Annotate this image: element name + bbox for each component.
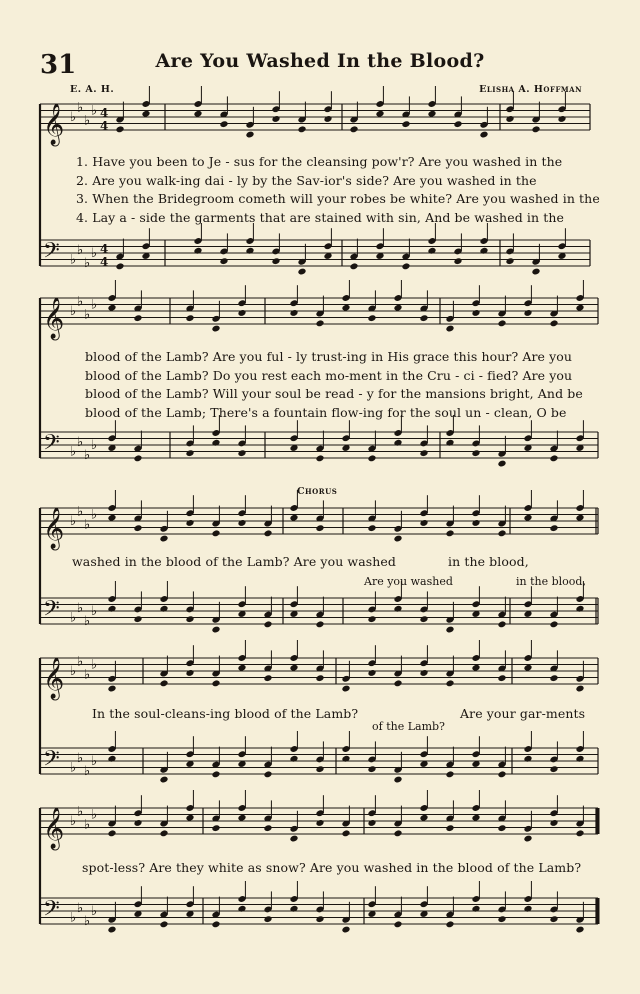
note-head (341, 926, 350, 934)
note-head (427, 247, 436, 255)
note-head (185, 449, 194, 457)
flat-sign: ♭ (84, 255, 91, 271)
note-head (211, 920, 220, 928)
flat-sign: ♭ (77, 504, 84, 520)
flat-sign: ♭ (77, 434, 84, 450)
note-head (557, 115, 566, 123)
note-head (107, 605, 116, 613)
note-head (107, 755, 116, 763)
time-signature: 4 (100, 242, 109, 256)
note-head (159, 605, 168, 613)
note-head (159, 920, 168, 928)
note-head (289, 905, 298, 913)
note-head (271, 257, 280, 265)
note-head (419, 519, 428, 527)
note-head (549, 524, 558, 532)
chorus-echo-2: in the blood, (516, 575, 586, 588)
note-head (575, 755, 584, 763)
treble-clef: 𝄞 (43, 658, 65, 699)
note-head (497, 915, 506, 923)
flat-sign: ♭ (84, 447, 91, 463)
flat-sign: ♭ (84, 763, 91, 779)
note-head (367, 454, 376, 462)
note-head (419, 449, 428, 457)
note-head (401, 120, 410, 128)
note-head (315, 819, 324, 827)
note-head (245, 131, 254, 139)
flat-sign: ♭ (70, 760, 77, 776)
bass-clef: 𝄢 (43, 896, 60, 927)
flat-sign: ♭ (91, 438, 98, 453)
time-signature: 4 (100, 106, 109, 120)
chorus-line-3: spot-less? Are they white as snow? Are you washed in the blood of the Lamb? (82, 860, 582, 875)
note-head (323, 115, 332, 123)
note-head (263, 674, 272, 682)
flat-sign: ♭ (77, 750, 84, 766)
note-head (531, 125, 540, 133)
note-head (367, 615, 376, 623)
note-head (523, 835, 532, 843)
flat-sign: ♭ (84, 613, 91, 629)
flat-sign: ♭ (91, 246, 98, 261)
note-head (315, 765, 324, 773)
note-head (237, 309, 246, 317)
verse-1-line-2: blood of the Lamb? Are you ful - ly trust-ing in His grace this hour? Are you (85, 349, 573, 364)
note-head (445, 529, 454, 537)
note-head (445, 325, 454, 333)
note-head (315, 319, 324, 327)
flat-sign: ♭ (91, 507, 98, 523)
note-head (523, 905, 532, 913)
composer-credit: Elisha A. Hoffman (479, 84, 582, 95)
flat-sign: ♭ (91, 754, 98, 769)
note-head (445, 679, 454, 687)
verse-3-line-1: 3. When the Bridegroom cometh will your robes be white? Are you washed in the (76, 191, 600, 206)
note-head (393, 535, 402, 543)
note-head (107, 926, 116, 934)
bass-clef: 𝄢 (43, 430, 60, 461)
note-head (549, 620, 558, 628)
note-head (341, 755, 350, 763)
note-head (479, 131, 488, 139)
flat-sign: ♭ (91, 904, 98, 919)
note-head (471, 309, 480, 317)
note-head (575, 685, 584, 693)
note-head (575, 829, 584, 837)
verse-2-line-2: blood of the Lamb? Do you rest each mo-ment in the Cru - ci - fied? Are you (85, 368, 573, 383)
verse-2-line-1: 2. Are you walk-ing dai - ly by the Sav-ior's side? Are you washed in the (76, 173, 537, 188)
flat-sign: ♭ (70, 110, 77, 125)
note-head (445, 439, 454, 447)
note-head (549, 319, 558, 327)
note-head (497, 674, 506, 682)
note-head (523, 309, 532, 317)
note-head (315, 524, 324, 532)
note-head (497, 824, 506, 832)
verse-4-line-2: blood of the Lamb; There's a fountain flow-ing for the soul un - clean, O be (85, 405, 567, 420)
note-head (237, 905, 246, 913)
treble-clef: 𝄞 (43, 508, 65, 549)
note-head (115, 125, 124, 133)
chorus-line-1-end: in the blood, (448, 554, 529, 569)
flat-sign: ♭ (77, 804, 84, 820)
note-head (219, 120, 228, 128)
chorus-line-2: In the soul-cleans-ing blood of the Lamb? (92, 706, 359, 721)
note-head (575, 605, 584, 613)
hymn-title: Are You Washed In the Blood? (155, 50, 485, 72)
note-head (393, 920, 402, 928)
note-head (349, 125, 358, 133)
note-head (497, 770, 506, 778)
flat-sign: ♭ (70, 814, 77, 829)
note-head (549, 915, 558, 923)
flat-sign: ♭ (70, 664, 77, 679)
note-head (445, 770, 454, 778)
note-head (211, 824, 220, 832)
note-head (575, 926, 584, 934)
flat-sign: ♭ (77, 242, 84, 258)
note-head (133, 615, 142, 623)
bass-clef: 𝄢 (43, 238, 60, 269)
note-head (549, 819, 558, 827)
note-head (445, 824, 454, 832)
note-head (497, 529, 506, 537)
note-head (419, 615, 428, 623)
note-head (497, 620, 506, 628)
flat-sign: ♭ (84, 307, 91, 323)
note-head (393, 439, 402, 447)
note-head (367, 819, 376, 827)
verse-3-line-2: blood of the Lamb? Will your soul be read - y for the mansions bright, And be (85, 386, 583, 401)
note-head (367, 669, 376, 677)
note-head (393, 776, 402, 784)
flat-sign: ♭ (77, 100, 84, 116)
flat-sign: ♭ (70, 910, 77, 926)
note-head (211, 626, 220, 634)
lyricist-credit: E. A. H. (70, 84, 115, 95)
note-head (219, 257, 228, 265)
chorus-label: Chorus (297, 486, 338, 497)
flat-sign: ♭ (70, 610, 77, 626)
note-head (289, 755, 298, 763)
note-head (531, 268, 540, 276)
note-head (497, 460, 506, 468)
chorus-line-2-end: Are your gar-ments (460, 706, 586, 721)
note-head (393, 679, 402, 687)
note-head (159, 829, 168, 837)
note-head (159, 679, 168, 687)
bass-clef: 𝄢 (43, 596, 60, 627)
note-head (315, 620, 324, 628)
flat-sign: ♭ (77, 600, 84, 616)
note-head (471, 449, 480, 457)
note-head (297, 125, 306, 133)
note-head (245, 247, 254, 255)
note-head (211, 529, 220, 537)
flat-sign: ♭ (77, 654, 84, 670)
note-head (133, 819, 142, 827)
note-head (159, 776, 168, 784)
treble-clef: 𝄞 (43, 808, 65, 849)
flat-sign: ♭ (91, 297, 98, 313)
flat-sign: ♭ (77, 294, 84, 310)
note-head (367, 314, 376, 322)
note-head (367, 765, 376, 773)
note-head (479, 247, 488, 255)
flat-sign: ♭ (91, 807, 98, 823)
note-head (237, 449, 246, 457)
note-head (107, 829, 116, 837)
note-head (471, 905, 480, 913)
note-head (315, 674, 324, 682)
note-head (341, 685, 350, 693)
treble-clef: 𝄞 (43, 298, 65, 339)
flat-sign: ♭ (70, 304, 77, 319)
hymn-number: 31 (40, 50, 77, 80)
note-head (159, 535, 168, 543)
note-head (549, 674, 558, 682)
note-head (211, 679, 220, 687)
flat-sign: ♭ (84, 913, 91, 929)
chorus-echo-1: Are you washed (364, 575, 453, 588)
verse-1-line-1: 1. Have you been to Je - sus for the cleansing pow'r? Are you washed in the (76, 154, 563, 169)
note-head (453, 257, 462, 265)
note-head (193, 247, 202, 255)
note-head (289, 835, 298, 843)
note-head (523, 755, 532, 763)
time-signature: 4 (100, 119, 109, 133)
treble-clef: 𝄞 (43, 104, 65, 145)
note-head (401, 262, 410, 270)
note-head (263, 915, 272, 923)
note-head (211, 439, 220, 447)
note-head (185, 615, 194, 623)
flat-sign: ♭ (77, 900, 84, 916)
note-head (315, 915, 324, 923)
note-head (297, 268, 306, 276)
note-head (445, 626, 454, 634)
note-head (185, 314, 194, 322)
note-head (185, 669, 194, 677)
flat-sign: ♭ (70, 514, 77, 529)
note-head (393, 605, 402, 613)
note-head (133, 454, 142, 462)
verse-4-line-1: 4. Lay a - side the garments that are stained with sin, And be washed in the (76, 210, 564, 225)
note-head (349, 262, 358, 270)
note-head (497, 319, 506, 327)
note-head (263, 770, 272, 778)
note-head (549, 765, 558, 773)
note-head (263, 529, 272, 537)
note-head (549, 454, 558, 462)
note-head (341, 829, 350, 837)
note-head (505, 257, 514, 265)
note-head (115, 262, 124, 270)
flat-sign: ♭ (70, 444, 77, 460)
note-head (237, 519, 246, 527)
note-head (419, 314, 428, 322)
chorus-echo-3: of the Lamb? (372, 720, 445, 733)
note-head (271, 115, 280, 123)
note-head (133, 524, 142, 532)
note-head (107, 685, 116, 693)
note-head (367, 524, 376, 532)
note-head (419, 669, 428, 677)
note-head (471, 519, 480, 527)
note-head (185, 519, 194, 527)
flat-sign: ♭ (91, 657, 98, 673)
flat-sign: ♭ (84, 817, 91, 833)
note-head (263, 620, 272, 628)
note-head (289, 309, 298, 317)
flat-sign: ♭ (70, 252, 77, 268)
flat-sign: ♭ (84, 517, 91, 533)
note-head (505, 115, 514, 123)
flat-sign: ♭ (84, 667, 91, 683)
note-head (263, 824, 272, 832)
note-head (445, 920, 454, 928)
note-head (211, 770, 220, 778)
note-head (393, 829, 402, 837)
note-head (133, 314, 142, 322)
flat-sign: ♭ (84, 113, 91, 129)
time-signature: 4 (100, 255, 109, 269)
note-head (315, 454, 324, 462)
flat-sign: ♭ (91, 604, 98, 619)
chorus-line-1: washed in the blood of the Lamb? Are you washed (72, 554, 397, 569)
flat-sign: ♭ (91, 103, 98, 119)
bass-clef: 𝄢 (43, 746, 60, 777)
note-head (453, 120, 462, 128)
note-head (211, 325, 220, 333)
